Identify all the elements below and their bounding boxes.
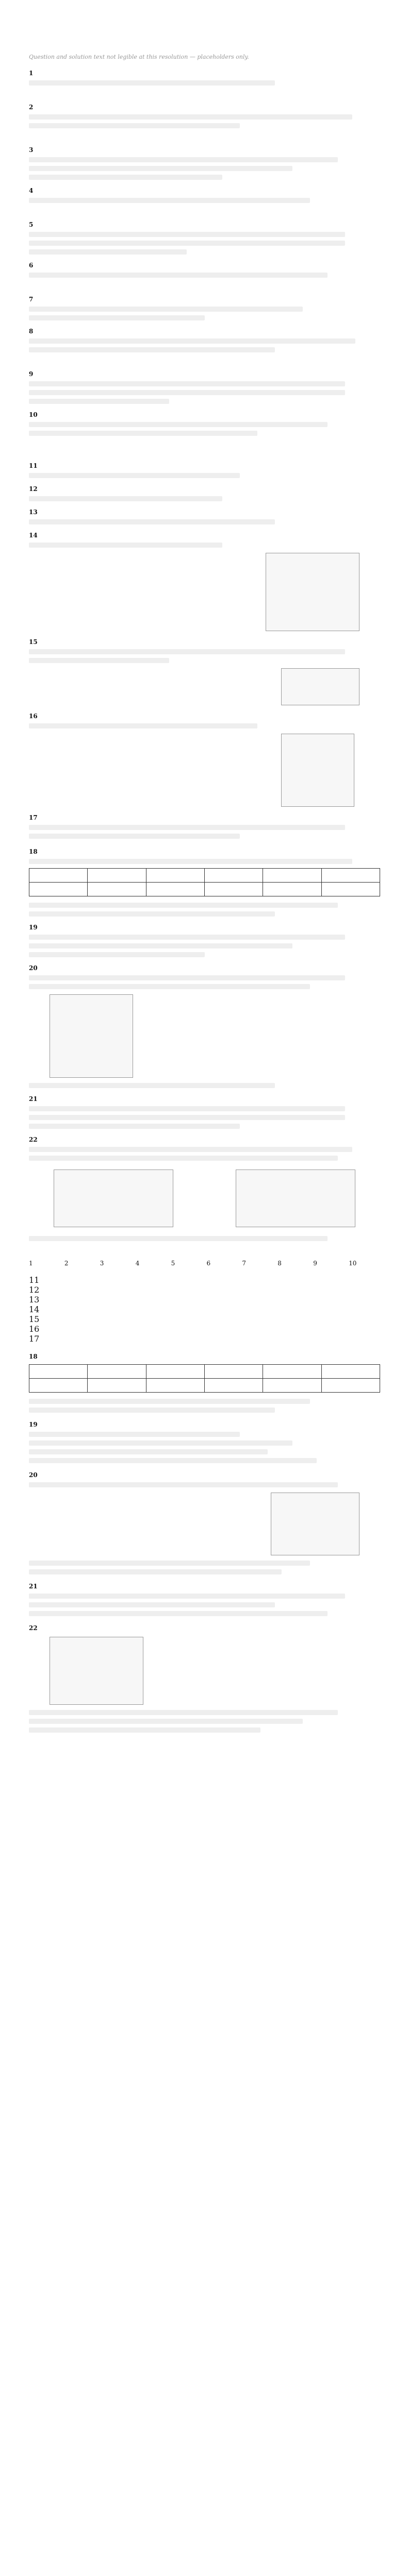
text-placeholder [29, 249, 187, 255]
solution-number: 22 [29, 1624, 38, 1632]
text-placeholder [29, 943, 292, 948]
question-number: 12 [29, 485, 38, 493]
text-placeholder [29, 157, 338, 162]
mc-answer [277, 1260, 309, 1267]
choices [29, 356, 380, 363]
data-table [29, 868, 380, 896]
choice-d [296, 207, 380, 214]
answer-num: 14 [29, 1304, 40, 1314]
text-placeholder [29, 1602, 275, 1607]
choice-c [207, 356, 291, 363]
solution-22 [29, 1624, 380, 1733]
text-placeholder [29, 834, 240, 839]
text-placeholder [29, 519, 275, 524]
question-number: 14 [29, 532, 38, 539]
question-21 [29, 1095, 380, 1129]
solution-number: 18 [29, 1353, 38, 1360]
mc-answer [207, 1260, 238, 1267]
text-placeholder [29, 399, 169, 404]
text-placeholder [29, 859, 352, 864]
text-placeholder [29, 952, 205, 957]
choice-d [296, 281, 380, 289]
answer-num: 16 [29, 1324, 40, 1334]
answer-num: 17 [29, 1334, 40, 1344]
question-number: 17 [29, 814, 38, 821]
choice-b [118, 207, 202, 214]
question-13 [29, 509, 380, 524]
choice-a [29, 132, 113, 139]
question-1 [29, 70, 380, 96]
question-11 [29, 462, 380, 478]
answer-num: 4 [135, 1260, 140, 1267]
text-placeholder [29, 1561, 310, 1566]
text-placeholder [29, 1106, 345, 1111]
solution-number: 19 [29, 1421, 38, 1428]
text-placeholder [29, 1611, 328, 1616]
text-placeholder [29, 496, 222, 501]
part1-questions [29, 70, 380, 447]
answer-num: 7 [242, 1260, 247, 1267]
choice-d [296, 439, 380, 447]
question-2 [29, 104, 380, 139]
text-placeholder [29, 80, 275, 86]
figure-solution-22 [50, 1637, 143, 1705]
text-placeholder [29, 241, 345, 246]
text-placeholder [29, 1156, 338, 1161]
transcription-note: Question and solution text not legible at this resolution — placeholders only. [29, 54, 249, 60]
text-placeholder [29, 166, 292, 171]
mc-answer [136, 1260, 167, 1267]
answer-num: 13 [29, 1295, 40, 1304]
figure-solution-20 [271, 1493, 359, 1555]
question-number: 2 [29, 104, 34, 111]
text-placeholder [29, 1408, 275, 1413]
text-placeholder [29, 1399, 310, 1404]
text-placeholder [29, 1710, 338, 1715]
text-placeholder [29, 911, 275, 917]
solution-20 [29, 1471, 380, 1574]
solution-number: 21 [29, 1583, 38, 1590]
text-placeholder [29, 543, 222, 548]
choices [29, 132, 380, 139]
solution-18 [29, 1353, 380, 1413]
question-number: 7 [29, 296, 34, 303]
fill-answer [29, 1304, 380, 1314]
question-number: 10 [29, 411, 38, 418]
text-placeholder [29, 649, 345, 654]
figure-22-left [54, 1170, 173, 1227]
question-16 [29, 713, 380, 807]
text-placeholder [29, 422, 328, 427]
fill-answer [29, 1285, 380, 1295]
question-9 [29, 370, 380, 404]
answer-num: 11 [29, 1275, 40, 1285]
figure-22-right [236, 1170, 355, 1227]
answer-num: 2 [64, 1260, 69, 1267]
question-22 [29, 1136, 380, 1241]
text-placeholder [29, 315, 205, 320]
choice-b [118, 132, 202, 139]
question-number: 16 [29, 713, 38, 720]
fill-answer-key [29, 1275, 380, 1344]
fill-answer [29, 1295, 380, 1304]
question-number: 6 [29, 262, 34, 269]
answer-num: 5 [171, 1260, 175, 1267]
choices [29, 207, 380, 214]
text-placeholder [29, 1594, 345, 1599]
mc-answer-key [29, 1260, 380, 1267]
choice-d [296, 356, 380, 363]
text-placeholder [29, 232, 345, 237]
choice-c [207, 207, 291, 214]
choice-a [29, 89, 113, 96]
fill-answer [29, 1334, 380, 1344]
question-12 [29, 485, 380, 501]
choices [29, 439, 380, 447]
figure-curve [281, 668, 359, 705]
text-placeholder [29, 658, 169, 663]
solution-21 [29, 1583, 380, 1616]
question-number: 22 [29, 1136, 38, 1143]
text-placeholder [29, 975, 345, 980]
question-7 [29, 296, 380, 320]
choice-a [29, 281, 113, 289]
text-placeholder [29, 1449, 268, 1454]
choices [29, 281, 380, 289]
mc-answer [313, 1260, 345, 1267]
answer-num: 3 [100, 1260, 104, 1267]
mc-answer [242, 1260, 273, 1267]
question-17 [29, 814, 380, 839]
choices [29, 89, 380, 96]
choice-d [296, 132, 380, 139]
figure-row [29, 1164, 380, 1232]
question-number: 1 [29, 70, 34, 77]
text-placeholder [29, 1083, 275, 1088]
question-number: 8 [29, 328, 34, 335]
answer-num: 12 [29, 1285, 40, 1295]
text-placeholder [29, 338, 355, 344]
question-number: 11 [29, 462, 38, 469]
question-number: 4 [29, 187, 34, 194]
fill-answer [29, 1314, 380, 1324]
text-placeholder [29, 1569, 282, 1574]
text-placeholder [29, 1719, 303, 1724]
question-number: 9 [29, 370, 34, 378]
choice-a [29, 439, 113, 447]
text-placeholder [29, 903, 338, 908]
fill-answer [29, 1275, 380, 1285]
text-placeholder [29, 347, 275, 352]
choice-c [207, 439, 291, 447]
mc-answer [100, 1260, 132, 1267]
answer-num: 6 [206, 1260, 211, 1267]
question-10 [29, 411, 380, 447]
text-placeholder [29, 307, 303, 312]
text-placeholder [29, 198, 310, 203]
text-placeholder [29, 1147, 352, 1152]
question-number: 13 [29, 509, 38, 516]
text-placeholder [29, 1727, 260, 1733]
text-placeholder [29, 1432, 240, 1437]
text-placeholder [29, 1440, 292, 1446]
answer-num: 1 [29, 1260, 33, 1267]
choice-c [207, 132, 291, 139]
answer-num: 15 [29, 1314, 40, 1324]
question-number: 3 [29, 146, 34, 154]
solution-19 [29, 1421, 380, 1463]
text-placeholder [29, 1482, 338, 1487]
question-18 [29, 848, 380, 917]
question-number: 20 [29, 964, 38, 972]
question-4 [29, 187, 380, 214]
question-6 [29, 262, 380, 289]
choice-b [118, 89, 202, 96]
mc-answer [64, 1260, 96, 1267]
text-placeholder [29, 984, 310, 989]
figure-circle [281, 734, 354, 807]
text-placeholder [29, 1124, 240, 1129]
question-20 [29, 964, 380, 1088]
text-placeholder [29, 1115, 345, 1120]
text-placeholder [29, 431, 257, 436]
text-placeholder [29, 473, 240, 478]
choice-b [118, 356, 202, 363]
question-15 [29, 638, 380, 705]
answer-num: 9 [313, 1260, 317, 1267]
question-number: 15 [29, 638, 38, 646]
choice-c [207, 89, 291, 96]
choice-b [118, 439, 202, 447]
solution-table [29, 1364, 380, 1393]
choice-a [29, 207, 113, 214]
solution-number: 20 [29, 1471, 38, 1479]
part2-questions [29, 462, 380, 839]
question-5 [29, 221, 380, 255]
text-placeholder [29, 390, 345, 395]
answer-num: 8 [277, 1260, 282, 1267]
answer-num: 10 [349, 1260, 357, 1267]
text-placeholder [29, 114, 352, 120]
question-3 [29, 146, 380, 180]
text-placeholder [29, 723, 257, 728]
mc-answer [349, 1260, 380, 1267]
mc-answer [171, 1260, 203, 1267]
text-placeholder [29, 123, 240, 128]
question-19 [29, 924, 380, 957]
text-placeholder [29, 825, 345, 830]
choice-c [207, 281, 291, 289]
question-number: 5 [29, 221, 34, 228]
text-placeholder [29, 935, 345, 940]
figure-histogram [266, 553, 359, 631]
choice-b [118, 281, 202, 289]
choice-a [29, 356, 113, 363]
long-questions [29, 848, 380, 1241]
text-placeholder [29, 273, 328, 278]
fill-answer [29, 1324, 380, 1334]
question-number: 19 [29, 924, 38, 931]
choice-d [296, 89, 380, 96]
question-14 [29, 532, 380, 631]
text-placeholder [29, 381, 345, 386]
question-8 [29, 328, 380, 363]
text-placeholder [29, 1236, 328, 1241]
text-placeholder [29, 175, 222, 180]
question-number: 21 [29, 1095, 38, 1103]
mc-answer [29, 1260, 60, 1267]
question-number: 18 [29, 848, 38, 855]
figure-pyramid [50, 994, 133, 1078]
text-placeholder [29, 1458, 317, 1463]
solutions [29, 1353, 380, 1733]
